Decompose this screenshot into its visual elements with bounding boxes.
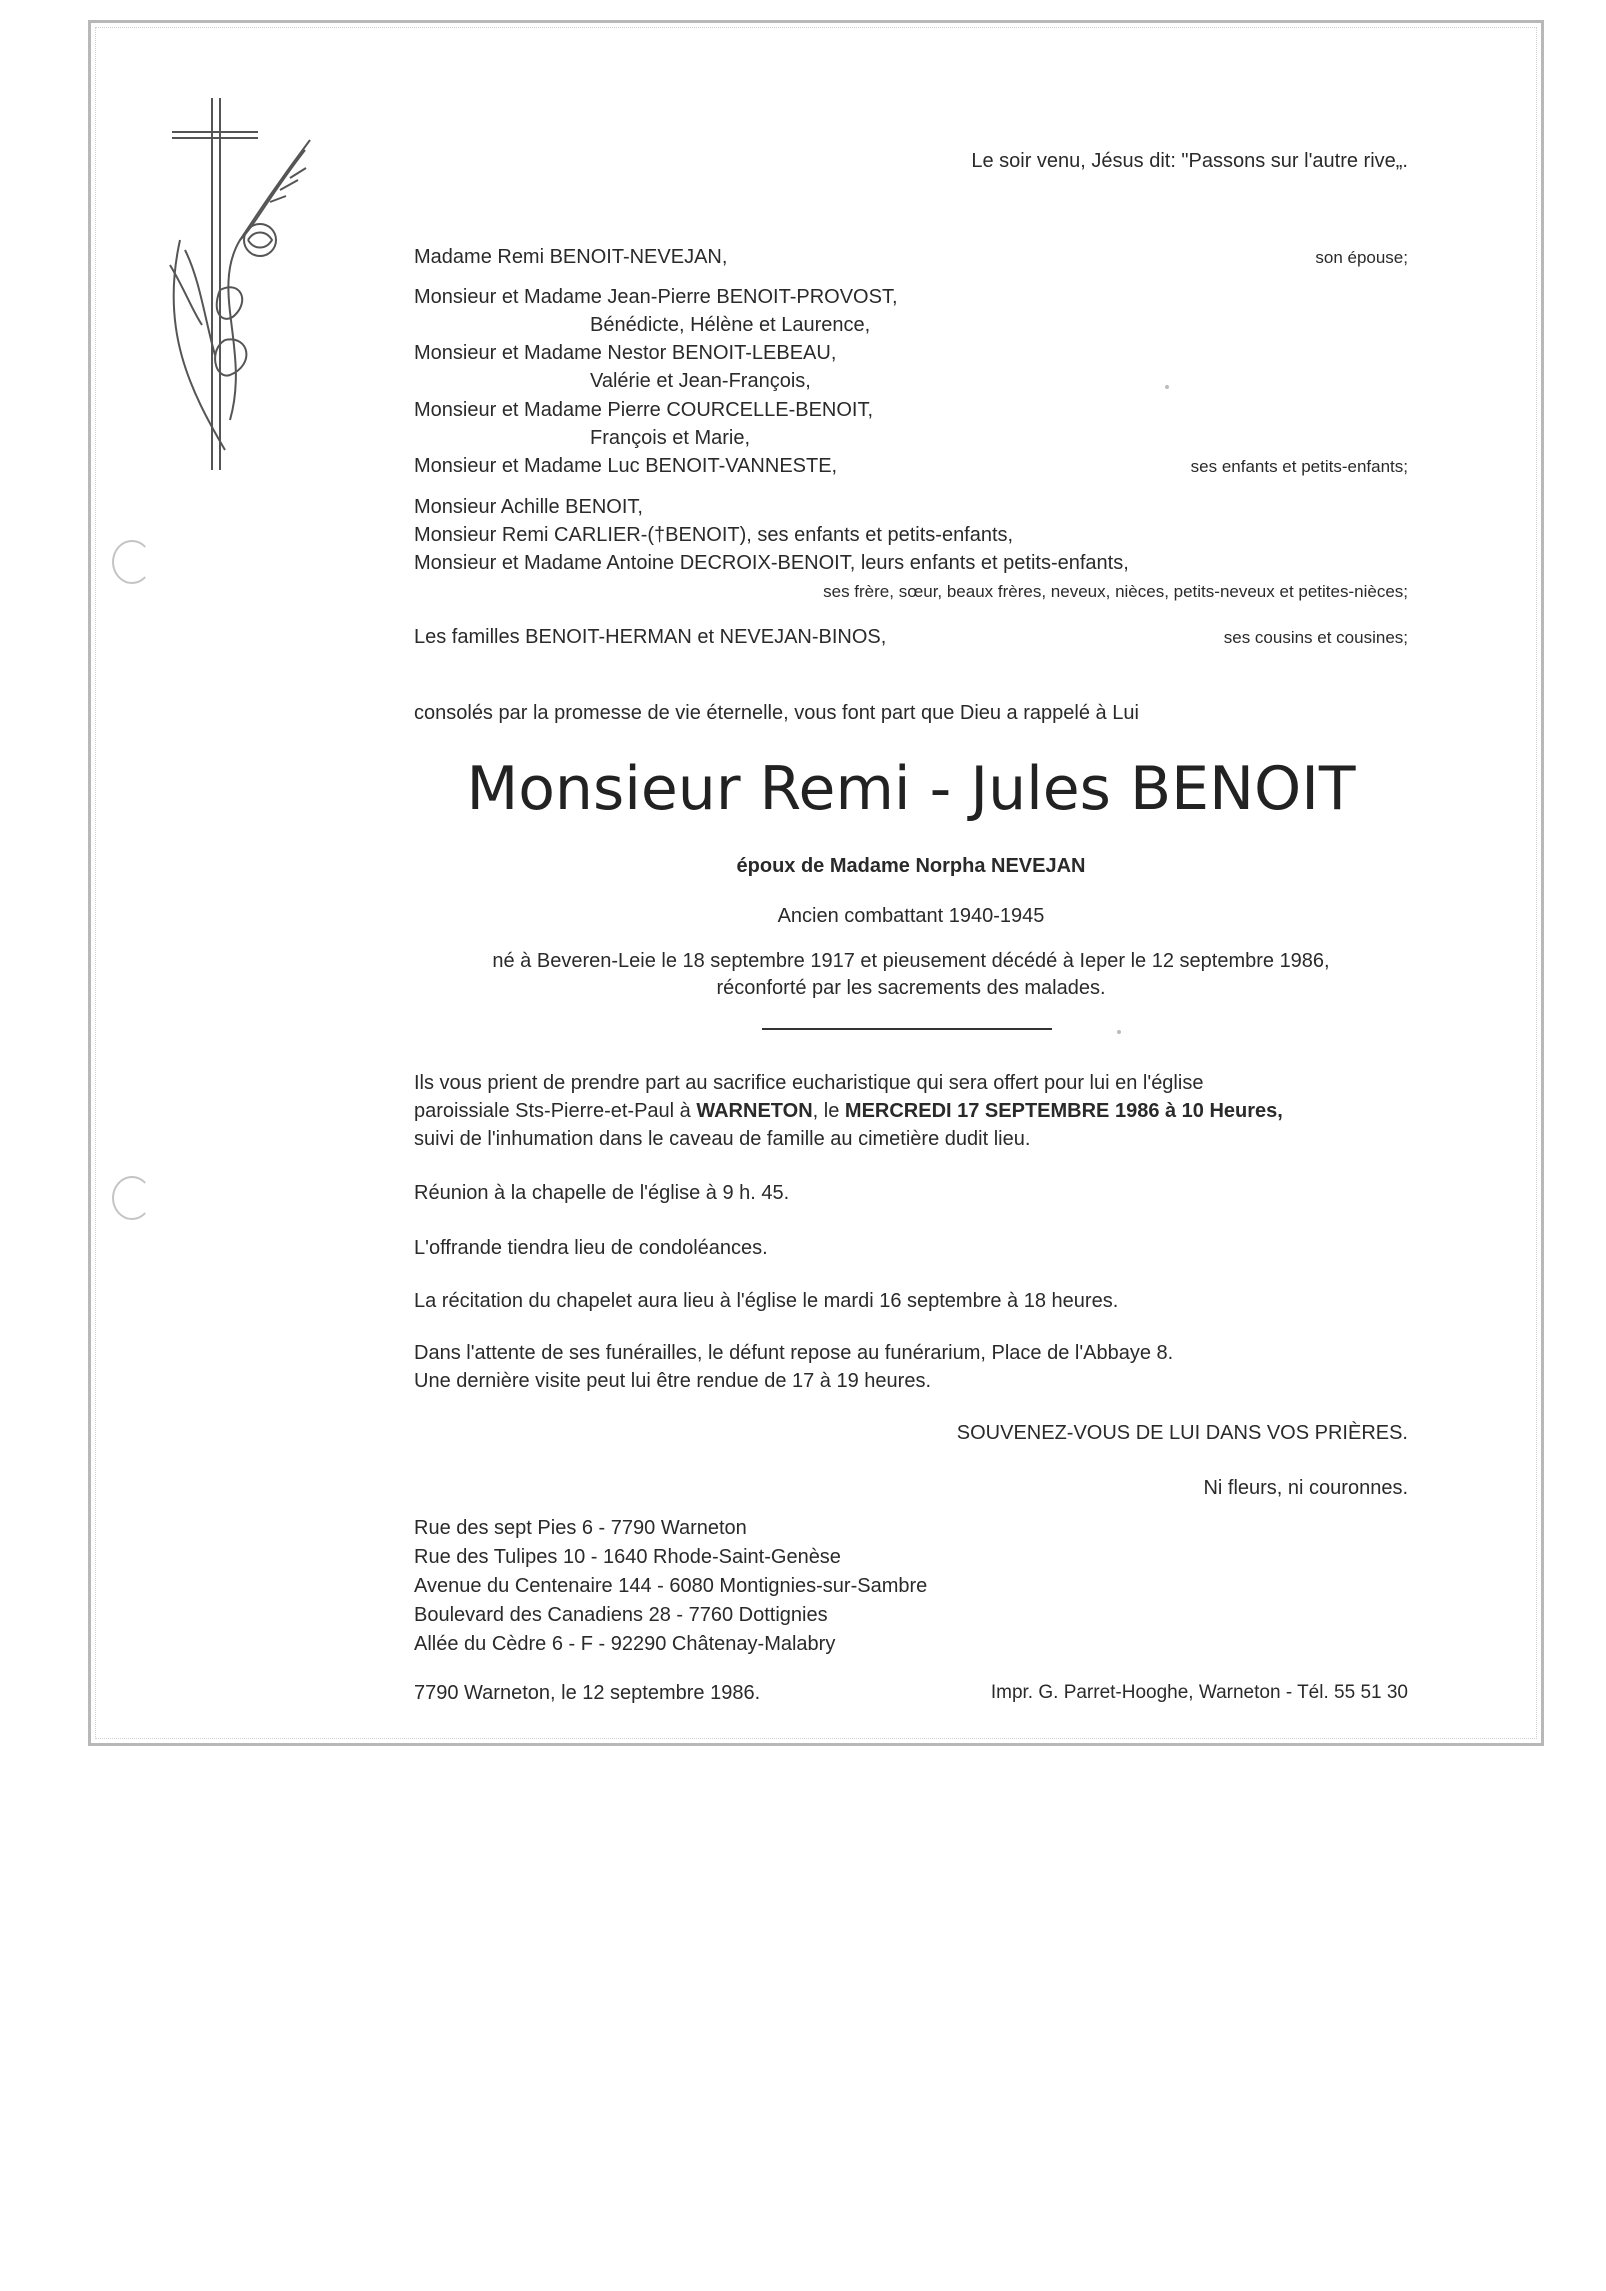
mourner-name: Monsieur et Madame Nestor BENOIT-LEBEAU, <box>414 342 837 364</box>
spouse-line: époux de Madame Norpha NEVEJAN <box>736 855 1086 877</box>
service-line-1: Ils vous prient de prendre part au sacrifice eucharistique qui sera offert pour lui en l'église <box>414 1072 1204 1094</box>
rosary-line: La récitation du chapelet aura lieu à l'église le mardi 16 septembre à 18 heures. <box>414 1290 1119 1312</box>
mourner-relation: son épouse; <box>1315 248 1408 267</box>
service-line-3: suivi de l'inhumation dans le caveau de famille au cimetière dudit lieu. <box>414 1128 1031 1150</box>
mourner-name: Monsieur et Madame Antoine DECROIX-BENOIT, leurs enfants et petits-enfants, <box>414 552 1129 574</box>
speck <box>1165 385 1169 389</box>
announcement: consolés par la promesse de vie éternelle, vous font part que Dieu a rappelé à Lui <box>414 702 1139 724</box>
veteran-line: Ancien combattant 1940-1945 <box>777 905 1045 927</box>
punch-hole-top <box>112 540 152 584</box>
service-line-2-text: paroissiale Sts-Pierre-et-Paul à <box>414 1100 697 1122</box>
place-date: 7790 Warneton, le 12 septembre 1986. <box>414 1682 761 1704</box>
mourner-name: Monsieur Remi CARLIER-(†BENOIT), ses enfants et petits-enfants, <box>414 524 1014 546</box>
funerarium-line-1: Dans l'attente de ses funérailles, le défunt repose au funérarium, Place de l'Abbaye 8. <box>414 1342 1174 1364</box>
mourner-name: Les familles BENOIT-HERMAN et NEVEJAN-BINOS, <box>414 626 887 648</box>
funerarium-line-2: Une dernière visite peut lui être rendue de 17 à 19 heures. <box>414 1370 932 1392</box>
mourner-name: Bénédicte, Hélène et Laurence, <box>590 314 871 336</box>
punch-hole-bottom <box>112 1176 152 1220</box>
birth-death-line: né à Beveren-Leie le 18 septembre 1917 et pieusement décédé à Ieper le 12 septembre 1986, <box>492 950 1330 972</box>
address-line: Rue des sept Pies 6 - 7790 Warneton <box>414 1517 747 1539</box>
service-line-2 <box>414 1098 1283 1124</box>
mourner-name: Monsieur et Madame Pierre COURCELLE-BENOIT, <box>414 399 874 421</box>
no-flowers-line: Ni fleurs, ni couronnes. <box>1203 1477 1408 1499</box>
remember-line: SOUVENEZ-VOUS DE LUI DANS VOS PRIÈRES. <box>956 1422 1408 1444</box>
mourner-relation: ses enfants et petits-enfants; <box>1190 457 1408 476</box>
mourner-name: François et Marie, <box>590 427 751 449</box>
service-line-2-joiner: , le <box>812 1100 845 1122</box>
meeting-line: Réunion à la chapelle de l'église à 9 h. 45. <box>414 1182 790 1204</box>
mourner-relation: ses cousins et cousines; <box>1223 628 1408 647</box>
mourner-name: Monsieur et Madame Luc BENOIT-VANNESTE, <box>414 455 838 477</box>
cross-rose-ornament <box>130 90 330 480</box>
service-place: WARNETON <box>696 1100 813 1122</box>
mourner-name: Monsieur et Madame Jean-Pierre BENOIT-PROVOST, <box>414 286 898 308</box>
address-line: Allée du Cèdre 6 - F - 92290 Châtenay-Malabry <box>414 1633 836 1655</box>
printer-line: Impr. G. Parret-Hooghe, Warneton - Tél. 55 51 30 <box>990 1682 1408 1703</box>
mourner-name: Monsieur Achille BENOIT, <box>414 496 643 518</box>
mourner-name: Madame Remi BENOIT-NEVEJAN, <box>414 246 728 268</box>
divider-rule <box>762 1028 1052 1030</box>
sacraments-line: réconforté par les sacrements des malades. <box>716 977 1106 999</box>
speck <box>1117 1030 1121 1034</box>
address-line: Avenue du Centenaire 144 - 6080 Montignies-sur-Sambre <box>414 1575 928 1597</box>
mourner-relation: ses frère, sœur, beaux frères, neveux, nièces, petits-neveux et petites-nièces; <box>823 582 1408 601</box>
condolences-line: L'offrande tiendra lieu de condoléances. <box>414 1237 768 1259</box>
mourner-name: Valérie et Jean-François, <box>590 370 811 392</box>
address-line: Rue des Tulipes 10 - 1640 Rhode-Saint-Genèse <box>414 1546 841 1568</box>
service-date: MERCREDI 17 SEPTEMBRE 1986 à 10 Heures, <box>844 1100 1283 1122</box>
deceased-name: Monsieur Remi - Jules BENOIT <box>466 754 1356 824</box>
epigraph: Le soir venu, Jésus dit: "Passons sur l'autre rive„. <box>971 150 1408 172</box>
address-line: Boulevard des Canadiens 28 - 7760 Dottignies <box>414 1604 828 1626</box>
